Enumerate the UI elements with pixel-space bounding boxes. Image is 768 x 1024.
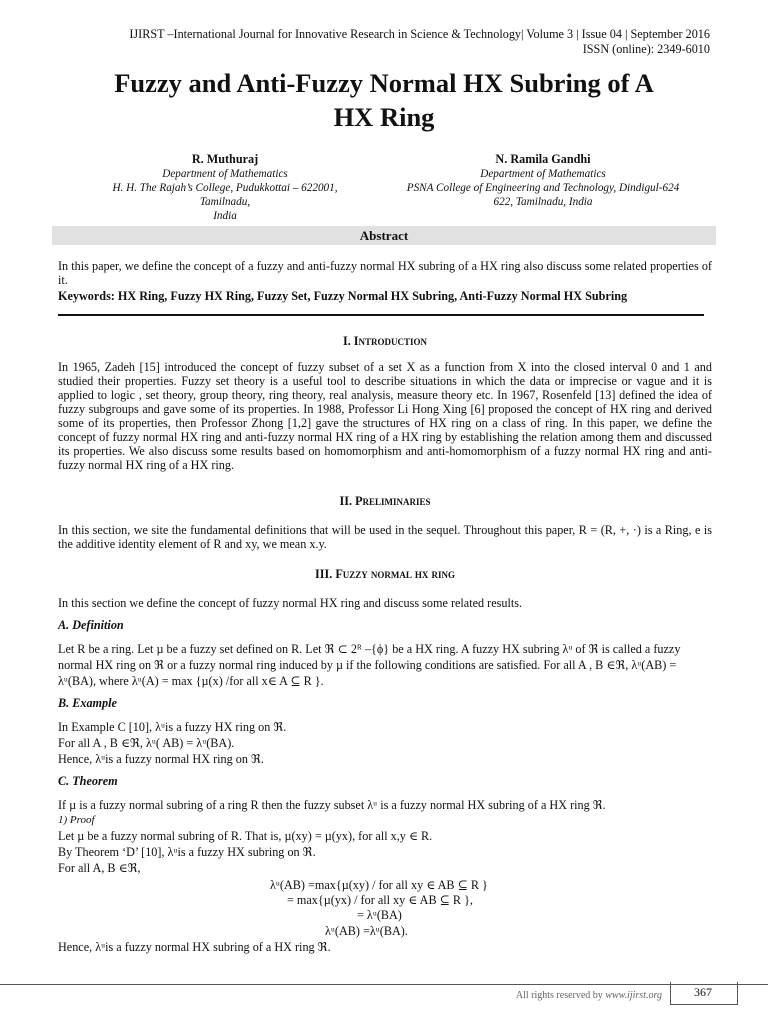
abstract-divider [58, 314, 704, 316]
site-link[interactable]: www.ijirst.org [605, 990, 662, 1001]
introduction-text: In 1965, Zadeh [15] introduced the concept of fuzzy subset of a set X as a function from X into the closed interval 0 and 1 and studied their properties. Fuzzy set theory is a useful tool to describe situations in which the data or imprecise or vague and it is applied to logic , set theory, group theory, ring theory, real analysis, measure theory etc. In 1967, Rosenfeld [13] defined the idea of fuzzy subgroups and gave some of its properties. In 1988, Professor Li Hong Xing [6] proposed the concept of HX ring and derived some of its properties, then Professor Zhong [1,2] gave the structures of HX ring on a class of ring. In this paper, we define the concept of fuzzy normal HX ring and anti-fuzzy normal HX ring of a HX ring by establishing the relation among them and discussed its properties. We also discuss some results based on homomorphism and anti-homomorphism of a fuzzy normal HX ring and anti-fuzzy normal HX ring of a HX ring. [58, 360, 712, 472]
keywords: Keywords: HX Ring, Fuzzy HX Ring, Fuzzy Set, Fuzzy Normal HX Subring, Anti-Fuzzy Normal HX Subring [58, 289, 628, 303]
abstract-text: In this paper, we define the concept of a fuzzy and anti-fuzzy normal HX subring of a HX ring also discuss some related properties of it. [58, 259, 712, 287]
page-number: 367 [694, 985, 712, 999]
abstract-heading: Abstract [52, 226, 716, 245]
definition-line: λᵘ(BA), where λᵘ(A) = max {µ(x) /for all x∈ A ⊆ R }. [58, 674, 324, 688]
example-line: In Example C [10], λᵘis a fuzzy HX ring on ℜ. [58, 720, 287, 734]
author-dept: Department of Mathematics [162, 168, 288, 180]
example-line: Hence, λᵘis a fuzzy normal HX ring on ℜ. [58, 752, 264, 766]
section-number: III. [315, 567, 333, 581]
fuzzy-normal-intro-text: In this section we define the concept of fuzzy normal HX ring and discuss some related results. [58, 596, 523, 610]
proof-line: For all A, B ∈ℜ, [58, 861, 141, 875]
footer-rights [516, 990, 662, 1001]
journal-header [129, 27, 710, 57]
section-heading-preliminaries [58, 494, 712, 509]
author-name: R. Muthuraj [191, 152, 259, 166]
section-heading-introduction [58, 334, 712, 349]
proof-conclusion: Hence, λᵘis a fuzzy normal HX subring of a HX ring ℜ. [58, 940, 331, 954]
proof-equation: = λᵘ(BA) [357, 908, 402, 922]
rights-text: All rights reserved by [515, 990, 606, 1001]
theorem-heading: C. Theorem [58, 774, 118, 788]
example-line: For all A , B ∈ℜ, λᵘ( AB) = λᵘ(BA). [58, 736, 235, 750]
definition-line: normal HX ring on ℜ or a fuzzy normal ring induced by µ if the following conditions are satisfied. For all A , B ∈ℜ, λᵘ(AB) = [58, 658, 677, 672]
section-number: II. [339, 494, 353, 508]
title-line-2: HX Ring [333, 102, 435, 132]
author-name: N. Ramila Gandhi [495, 152, 591, 166]
section-title: Introduction [353, 334, 428, 348]
section-number: I. [342, 334, 351, 348]
author-block-1 [90, 151, 360, 223]
section-heading-fuzzy-normal [58, 567, 712, 582]
example-heading: B. Example [58, 696, 117, 710]
definition-line: Let R be a ring. Let µ be a fuzzy set defined on R. Let ℜ ⊂ 2ᴿ –{ϕ} be a HX ring. A fuzzy HX subring λᵘ of ℜ is called a fuzzy [58, 642, 681, 656]
paper-title [40, 66, 728, 134]
section-title: Preliminaries [355, 494, 431, 508]
section-title: Fuzzy normal hx ring [335, 567, 455, 581]
proof-equation: λᵘ(AB) =max{µ(xy) / for all xy ∈ AB ⊆ R } [270, 878, 488, 892]
definition-heading: A. Definition [58, 618, 124, 632]
author-country: India [213, 210, 237, 222]
title-line-1: Fuzzy and Anti-Fuzzy Normal HX Subring of A [114, 68, 654, 98]
author-country: 622, Tamilnadu, India [493, 196, 593, 208]
author-block-2 [388, 151, 698, 209]
author-affiliation: H. H. The Rajah’s College, Pudukkottai – 622001, Tamilnadu, [112, 182, 338, 208]
author-dept: Department of Mathematics [480, 168, 606, 180]
proof-equation: = max{µ(yx) / for all xy ∈ AB ⊆ R }, [287, 893, 473, 907]
proof-equation: λᵘ(AB) =λᵘ(BA). [325, 924, 408, 938]
preliminaries-text: In this section, we site the fundamental definitions that will be used in the sequel. Throughout this paper, R = (R, +, ·) is a Ring, e is the additive identity element of R and xy, we mean x.y. [58, 523, 712, 551]
footer-divider [0, 984, 768, 985]
journal-header-line: IJIRST –International Journal for Innovative Research in Science & Technology| Volume 3 | Issue 04 | September 2016 [129, 27, 710, 41]
author-affiliation: PSNA College of Engineering and Technology, Dindigul-624 [406, 182, 680, 194]
proof-heading: 1) Proof [58, 814, 95, 826]
proof-line: Let µ be a fuzzy normal subring of R. That is, µ(xy) = µ(yx), for all x,y ∈ R. [58, 829, 433, 843]
proof-line: By Theorem ‘D’ [10], λᵘis a fuzzy HX subring on ℜ. [58, 845, 316, 859]
theorem-statement: If µ is a fuzzy normal subring of a ring R then the fuzzy subset λᵘ is a fuzzy normal HX subring of a HX ring ℜ. [58, 798, 606, 812]
issn-line: ISSN (online): 2349-6010 [582, 42, 710, 56]
